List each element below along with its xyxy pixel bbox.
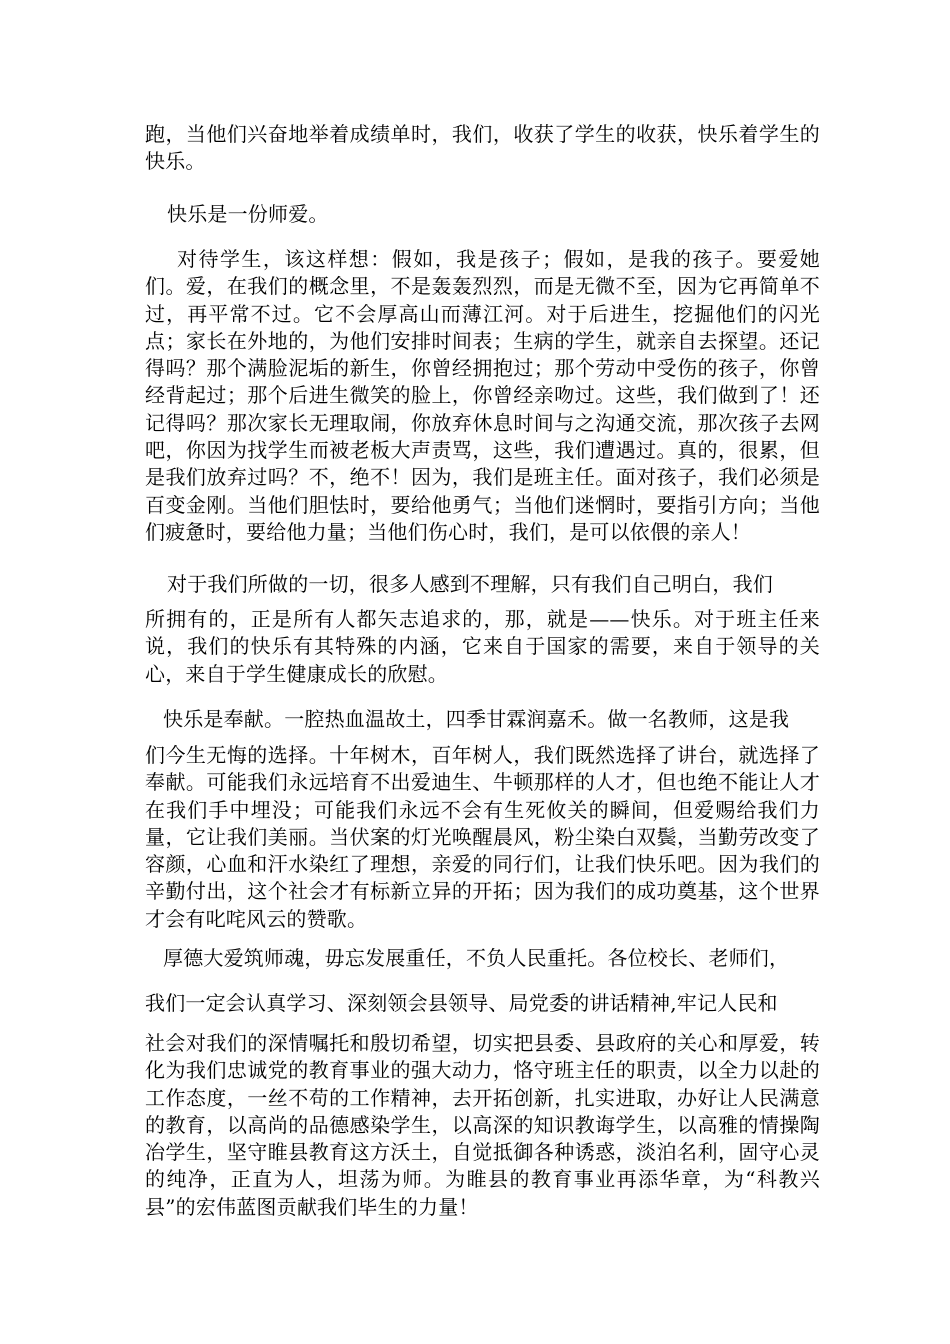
paragraph-1: 跑，当他们兴奋地举着成绩单时，我们，收获了学生的收获，快乐着学生的快乐。 <box>145 122 820 174</box>
paragraph-5-first-line: 快乐是奉献。一腔热血温故土，四季甘霖润嘉禾。做一名教师，这是我 <box>163 707 790 731</box>
paragraph-6-first-line: 厚德大爱筑师魂，毋忘发展重任，不负人民重托。各位校长、老师们， <box>163 946 790 970</box>
paragraph-2-heading: 快乐是一份师爱。 <box>167 202 329 226</box>
paragraph-4-body: 所拥有的，正是所有人都矢志追求的，那，就是——快乐。对于班主任来说，我们的快乐有其特殊的内涵，它来自于国家的需要，来自于领导的关心，来自于学生健康成长的欣慰。 <box>145 607 820 686</box>
paragraph-5-body: 们今生无悔的选择。十年树木，百年树人，我们既然选择了讲台，就选择了奉献。可能我们永远培育不出爱迪生、牛顿那样的人才，但也绝不能让人才在我们手中埋没；可能我们永远不会有生死攸关的瞬间，但爱赐给我们力量，它让我们美丽。当伏案的灯光唤醒晨风，粉尘染白双鬓，当勤劳改变了容颜，心血和汗水染红了理想，亲爱的同行们，让我们快乐吧。因为我们的辛勤付出，这个社会才有标新立异的开拓；因为我们的成功奠基，这个世界才会有叱咤风云的赞歌。 <box>145 743 820 931</box>
paragraph-3: 对待学生，该这样想：假如，我是孩子；假如，是我的孩子。要爱她们。爱，在我们的概念里，不是轰轰烈烈，而是无微不至，因为它再简单不过，再平常不过。它不会厚高山而薄江河。对于后进生，挖掘他们的闪光点；家长在外地的，为他们安排时间表；生病的学生，就亲自去探望。还记得吗？那个满脸泥垢的新生，你曾经拥抱过；那个劳动中受伤的孩子，你曾经背起过；那个后进生微笑的脸上，你曾经亲吻过。这些，我们做到了！还记得吗？那次家长无理取闹，你放弃休息时间与之沟通交流，那次孩子去网吧，你因为找学生而被老板大声责骂，这些，我们遭遇过。真的，很累，但是我们放弃过吗？不，绝不！因为，我们是班主任。面对孩子，我们必须是百变金刚。当他们胆怯时，要给他勇气；当他们迷惘时，要指引方向；当他们疲惫时，要给他力量；当他们伤心时，我们，是可以依偎的亲人！ <box>145 247 820 544</box>
paragraph-6-second-line: 我们一定会认真学习、深刻领会县领导、局党委的讲话精神,牢记人民和 <box>145 991 778 1015</box>
paragraph-4-first-line: 对于我们所做的一切，很多人感到不理解，只有我们自己明白，我们 <box>167 572 773 596</box>
paragraph-7: 社会对我们的深情嘱托和殷切希望，切实把县委、县政府的关心和厚爱，转化为我们忠诚党的教育事业的强大动力，恪守班主任的职责，以全力以赴的工作态度，一丝不苟的工作精神，去开拓创新，扎实进取，办好让人民满意的教育，以高尚的品德感染学生，以高深的知识教诲学生，以高雅的情操陶冶学生，坚守睢县教育这方沃土，自觉抵御各种诱惑，淡泊名利，固守心灵的纯净，正直为人，坦荡为师。为睢县的教育事业再添华章，为“科教兴县”的宏伟蓝图贡献我们毕生的力量！ <box>145 1031 820 1219</box>
